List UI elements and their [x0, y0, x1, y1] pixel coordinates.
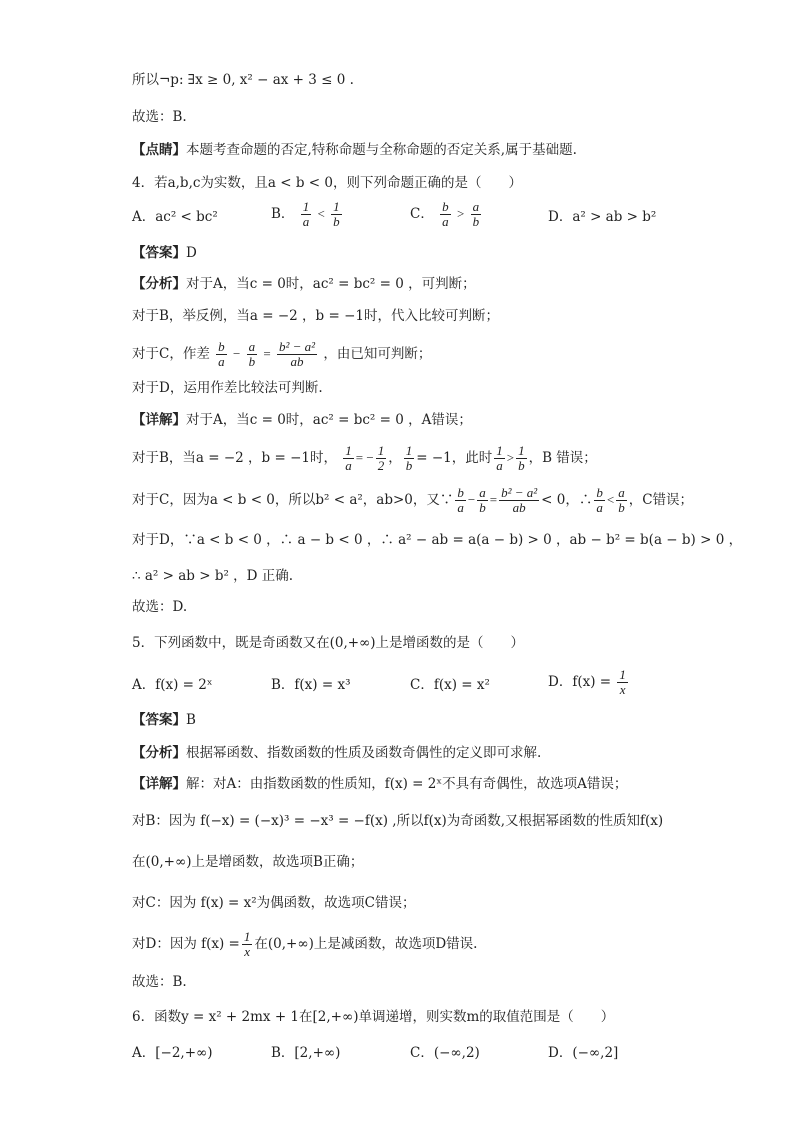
q5-option-b: B．f(x) = x³ — [271, 677, 351, 693]
detail-4-e: ∴ a² > ab > b² ，D 正确. — [132, 568, 294, 584]
detail-5-c: 在(0,+∞)上是增函数，故选项B正确； — [132, 854, 364, 870]
q6-option-a: A．[−2,+∞) — [132, 1045, 213, 1061]
detail-4-c: 对于C，因为a < b < 0，所以b² < a²，ab>0，又∵ $\frac{b}{a}$ − $\frac{a}{b}$ = $\frac{\text{b² − a²}}{ab}$ < 0，∴ $\frac{b}{a}$ < $\frac{a}{b}$ ，C错误； — [132, 485, 694, 515]
q6-option-c: C．(−∞,2) — [410, 1045, 480, 1061]
selection-line-4: 故选：D. — [132, 599, 188, 615]
detail-4-d: 对于D，∵a < b < 0 ，∴ a − b < 0 ，∴ a² − ab = a(a − b) > 0 ，ab − b² = b(a − b) > 0 ， — [132, 532, 743, 548]
negation-line: 所以¬p: ∃x ≥ 0, x² − ax + 3 ≤ 0 . — [132, 72, 354, 88]
comment-line-3 — [132, 140, 577, 160]
detail-4-b: 对于B，当a = −2 ，b = −1时， $\frac{1}{a}$ = − $\frac{1}{2}$ ， $\frac{1}{b}$ = −1，此时 $\frac{1}{a}$ > $\frac{1}{b}$ ，B 错误； — [132, 443, 597, 473]
q6-option-b: B．[2,+∞) — [271, 1045, 341, 1061]
q4-option-b: B． $\frac{1}{a}$ < $\frac{1}{b}$ — [271, 199, 340, 229]
analysis-4-c: 对于C，作差 $\frac{b}{a}$ − $\frac{a}{b}$ = $\frac{\text{b² − a²}}{ab}$ ，由已知可判断； — [132, 339, 432, 369]
selection-line-5: 故选：B. — [132, 974, 187, 990]
question-6: 6．函数y = x² + 2mx + 1在[2,+∞)单调递增，则实数m的取值范围是（ ） — [132, 1009, 615, 1025]
comment-text: 本题考查命题的否定,特称命题与全称命题的否定关系,属于基础题. — [186, 142, 577, 158]
analysis-5: 【分析】根据幂函数、指数函数的性质及函数奇偶性的定义即可求解. — [132, 745, 542, 761]
detail-5-b: 对B：因为 f(−x) = (−x)³ = −x³ = −f(x) ,所以f(x)为奇函数,又根据幂函数的性质知f(x) — [132, 813, 664, 829]
question-5: 5．下列函数中，既是奇函数又在(0,+∞)上是增函数的是（ ） — [132, 635, 525, 651]
q5-option-d: D．f(x) = $\frac{1}{x}$ — [548, 667, 626, 697]
comment-tag: 【点睛】 — [132, 142, 186, 158]
answer-5: 【答案】B — [132, 712, 196, 728]
detail-5-a: 【详解】解：对A：由指数函数的性质知，f(x) = 2ˣ不具有奇偶性，故选项A错误； — [132, 776, 628, 792]
q5-option-c: C．f(x) = x² — [410, 677, 490, 693]
analysis-4-a: 【分析】对于A，当c = 0时，ac² = bc² = 0 ，可判断； — [132, 276, 476, 292]
selection-line-3: 故选：B. — [132, 109, 187, 125]
detail-5-e: 对D：因为 f(x) = $\frac{1}{x}$ 在(0,+∞)上是减函数，故选项D错误. — [132, 929, 478, 959]
q4-option-c: C． $\frac{b}{a}$ > $\frac{a}{b}$ — [410, 199, 480, 229]
analysis-4-d: 对于D，运用作差比较法可判断. — [132, 380, 323, 396]
q5-option-a: A．f(x) = 2ˣ — [132, 677, 213, 693]
detail-4-a: 【详解】对于A，当c = 0时，ac² = bc² = 0 ，A错误； — [132, 412, 472, 428]
q4-option-a: A．ac² < bc² — [132, 209, 218, 225]
analysis-4-b: 对于B，举反例，当a = −2 ，b = −1时，代入比较可判断； — [132, 308, 499, 324]
q4-option-d: D．a² > ab > b² — [548, 209, 657, 225]
answer-4: 【答案】D — [132, 245, 197, 261]
detail-5-d: 对C：因为 f(x) = x²为偶函数，故选项C错误； — [132, 895, 416, 911]
question-4: 4．若a,b,c为实数，且a < b < 0，则下列命题正确的是（ ） — [132, 175, 522, 191]
q6-option-d: D．(−∞,2] — [548, 1045, 619, 1061]
